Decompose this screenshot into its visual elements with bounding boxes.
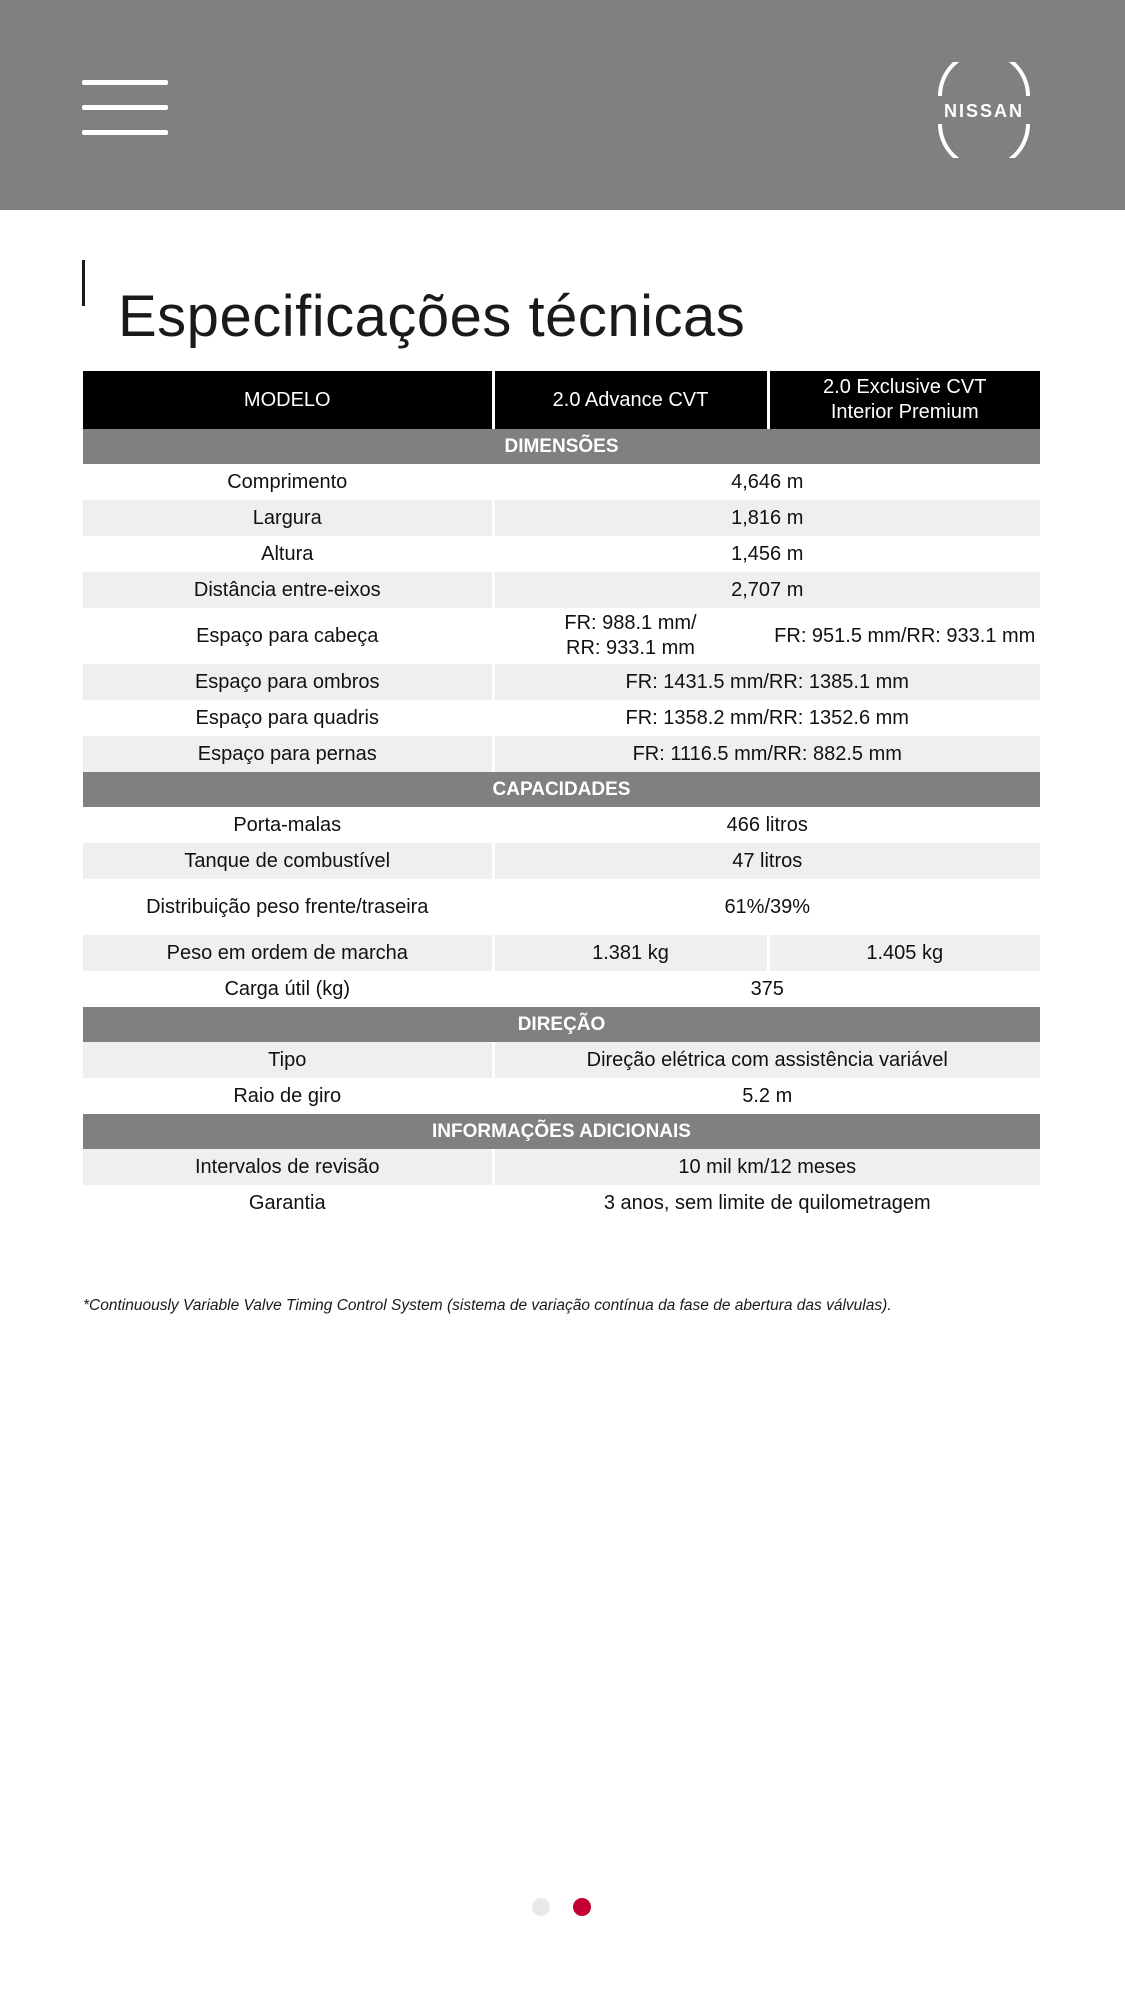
row-value-advance — [493, 608, 768, 664]
table-row — [83, 1149, 1040, 1185]
row-value: 3 anos, sem limite de quilometragem — [603, 1191, 931, 1214]
table-row — [83, 500, 1040, 536]
table-row — [83, 664, 1040, 700]
row-label: Peso em ordem de marcha — [83, 935, 493, 971]
col-header-modelo: MODELO — [83, 371, 493, 429]
row-label: Porta-malas — [83, 807, 493, 843]
table-row — [83, 935, 1040, 971]
section-header-dimensoes — [83, 429, 1040, 464]
section-label: DIREÇÃO — [83, 1007, 1040, 1042]
footnote: *Continuously Variable Valve Timing Control System (sistema de variação contínua da fase de abertura das válvulas). — [83, 1297, 892, 1314]
nissan-logo[interactable] — [928, 62, 1040, 158]
section-header-direcao — [83, 1007, 1040, 1042]
table-row — [83, 879, 1040, 935]
pagination-dots — [532, 1898, 602, 1918]
table-row — [83, 1078, 1040, 1114]
page-title: Especificações técnicas — [118, 283, 746, 349]
row-label: Distância entre-eixos — [83, 572, 493, 608]
row-label: Espaço para quadris — [83, 700, 493, 736]
page-dot-2-active[interactable] — [573, 1898, 591, 1916]
col-header-advance: 2.0 Advance CVT — [493, 371, 768, 429]
row-value: Direção elétrica com assistência variável — [493, 1042, 1040, 1078]
section-header-info — [83, 1114, 1040, 1149]
row-label: Altura — [83, 536, 493, 572]
page-dot-1[interactable] — [532, 1898, 550, 1916]
row-value-exclusive: 1.405 kg — [768, 935, 1040, 971]
section-label: DIMENSÕES — [83, 429, 1040, 464]
row-label: Intervalos de revisão — [83, 1149, 493, 1185]
row-value: FR: 1358.2 mm/RR: 1352.6 mm — [625, 706, 909, 729]
spec-table — [83, 371, 1040, 1221]
section-label: CAPACIDADES — [83, 772, 1040, 807]
row-value: 375 — [750, 977, 784, 1000]
row-label: Comprimento — [83, 464, 493, 500]
row-value-exclusive: FR: 951.5 mm/RR: 933.1 mm — [774, 624, 1036, 647]
table-row — [83, 464, 1040, 500]
logo-text: NISSAN — [943, 101, 1025, 121]
table-row — [83, 536, 1040, 572]
title-accent-bar — [82, 260, 85, 306]
table-row — [83, 1042, 1040, 1078]
section-header-capacidades — [83, 772, 1040, 807]
row-value: 466 litros — [726, 813, 808, 836]
row-value: 1,456 m — [731, 542, 804, 565]
table-header-row — [83, 371, 1040, 429]
table-row — [83, 572, 1040, 608]
row-label: Raio de giro — [83, 1078, 493, 1114]
row-label: Tanque de combustível — [83, 843, 493, 879]
col-header-exclusive — [768, 371, 1040, 429]
row-value: 5.2 m — [742, 1084, 793, 1107]
row-label: Largura — [83, 500, 493, 536]
table-row — [83, 843, 1040, 879]
row-label: Espaço para ombros — [83, 664, 493, 700]
table-row — [83, 1185, 1040, 1221]
row-label: Espaço para pernas — [83, 736, 493, 772]
row-label: Espaço para cabeça — [83, 608, 493, 664]
row-value: 1,816 m — [493, 500, 1040, 536]
table-row — [83, 608, 1040, 664]
table-row — [83, 971, 1040, 1007]
row-value: 2,707 m — [493, 572, 1040, 608]
row-value: 47 litros — [493, 843, 1040, 879]
table-row — [83, 736, 1040, 772]
row-value: FR: 1116.5 mm/RR: 882.5 mm — [493, 736, 1040, 772]
row-value: FR: 1431.5 mm/RR: 1385.1 mm — [493, 664, 1040, 700]
header-bar — [0, 0, 1125, 210]
row-label: Tipo — [83, 1042, 493, 1078]
row-value-advance: 1.381 kg — [493, 935, 768, 971]
row-label: Garantia — [83, 1185, 493, 1221]
row-value: 61%/39% — [724, 895, 811, 918]
row-value: 4,646 m — [731, 470, 804, 493]
row-value-advance-text: FR: 988.1 mm/ RR: 933.1 mm — [564, 612, 697, 659]
row-label: Carga útil (kg) — [83, 971, 493, 1007]
row-value: 10 mil km/12 meses — [493, 1149, 1040, 1185]
col-header-exclusive-label: 2.0 Exclusive CVT Interior Premium — [823, 376, 987, 423]
hamburger-menu-icon[interactable] — [82, 80, 168, 136]
row-label: Distribuição peso frente/traseira — [83, 879, 493, 935]
section-label: INFORMAÇÕES ADICIONAIS — [83, 1114, 1040, 1149]
table-row — [83, 807, 1040, 843]
table-row — [83, 700, 1040, 736]
